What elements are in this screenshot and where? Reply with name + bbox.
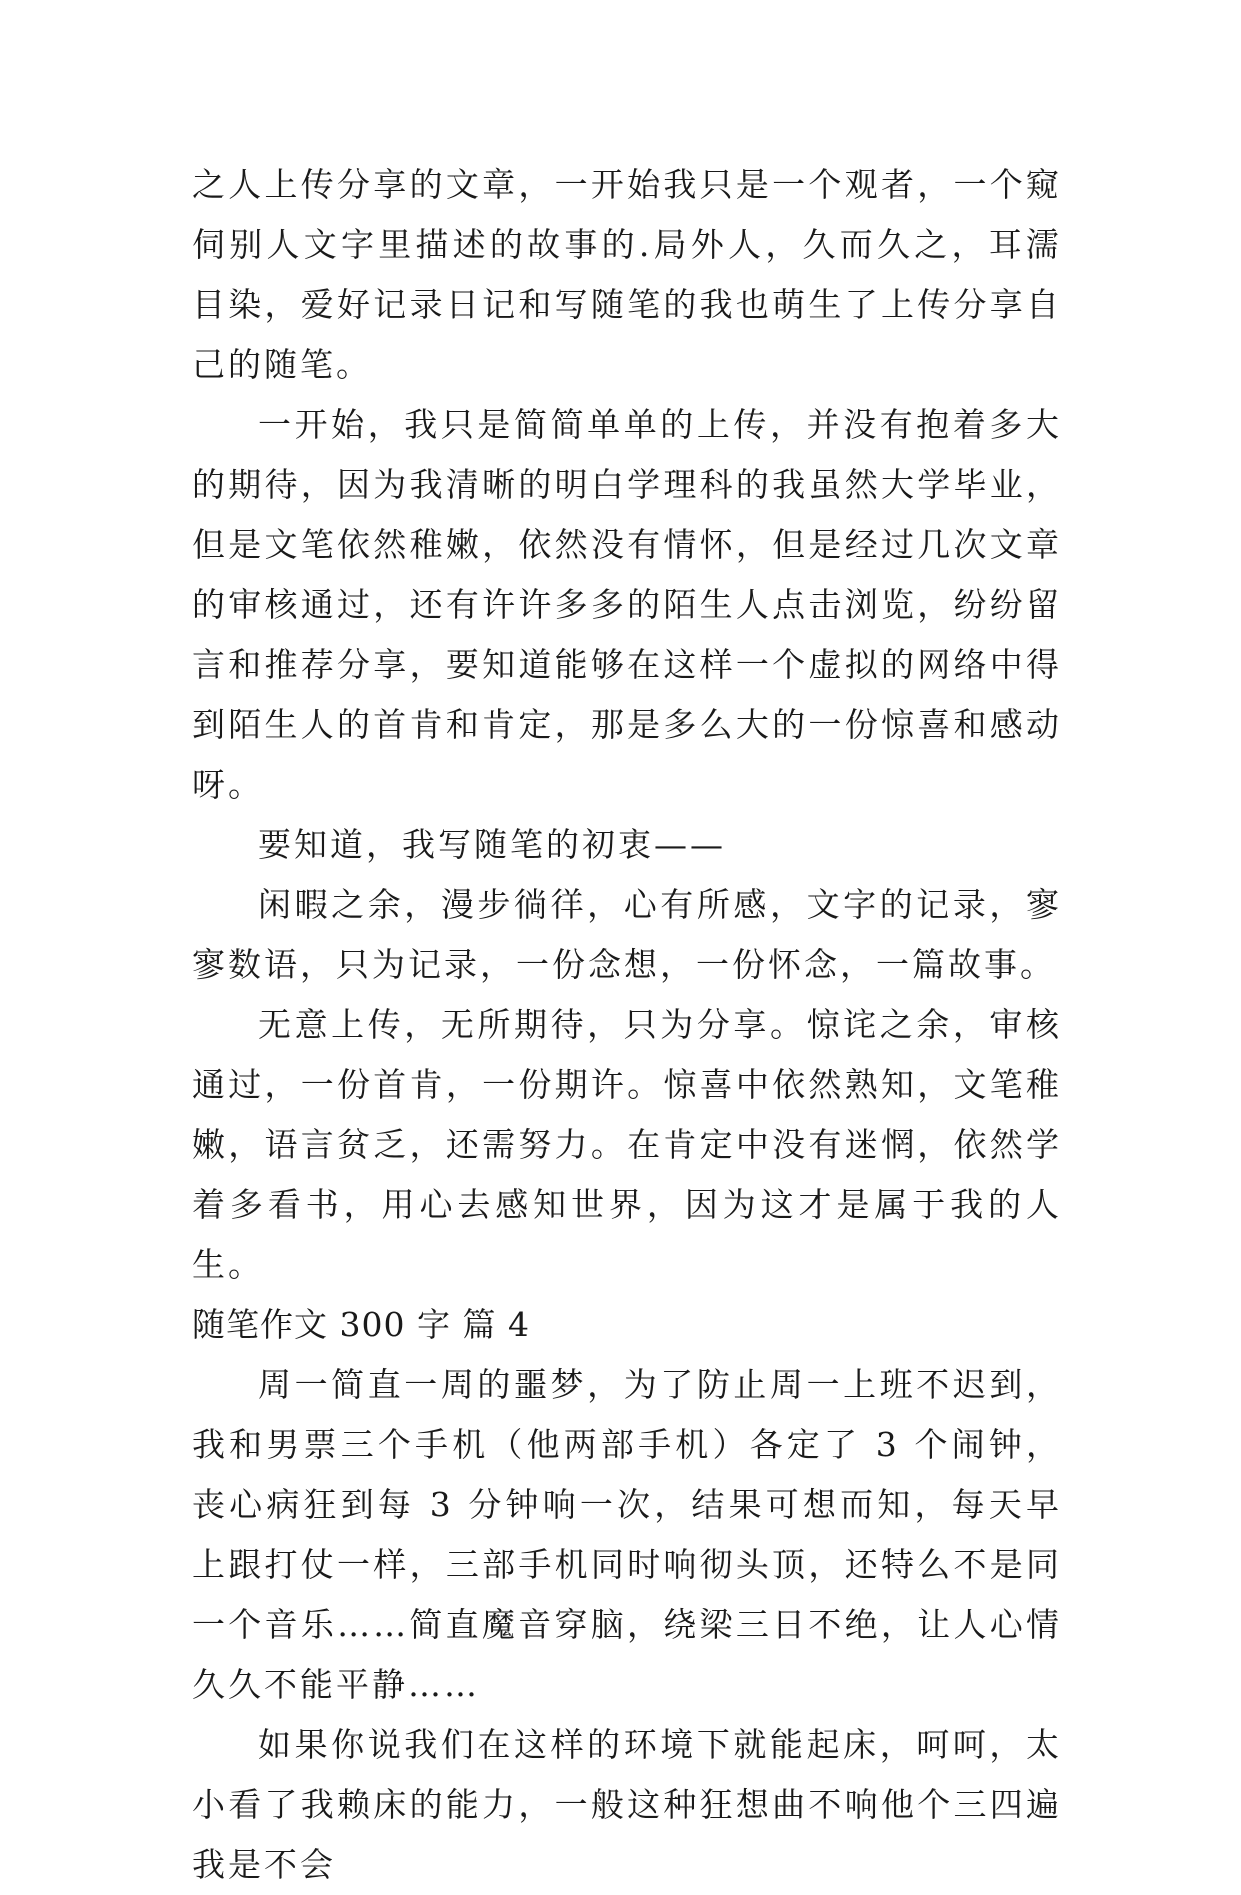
paragraph: 无意上传，无所期待，只为分享。惊诧之余，审核通过，一份首肯，一份期许。惊喜中依然熟知，文笔稚嫩，语言贫乏，还需努力。在肯定中没有迷惘，依然学着多看书，用心去感知世界，因为这才是属于我的人生。 xyxy=(192,1005,1062,1284)
document-body xyxy=(192,155,1062,1895)
paragraph-continuation: 之人上传分享的文章，一开始我只是一个观者，一个窥伺别人文字里描述的故事的.局外人，久而久之，耳濡目染，爱好记录日记和写随笔的我也萌生了上传分享自己的随笔。 xyxy=(192,165,1062,384)
paragraph: 闲暇之余，漫步徜徉，心有所感，文字的记录，寥寥数语，只为记录，一份念想，一份怀念，一篇故事。 xyxy=(192,885,1062,984)
section-heading: 随笔作文 300 字 篇 4 xyxy=(192,1305,530,1344)
paragraph: 如果你说我们在这样的环境下就能起床，呵呵，太小看了我赖床的能力，一般这种狂想曲不响他个三四遍我是不会 xyxy=(192,1725,1062,1884)
paragraph: 要知道，我写随笔的初衷—— xyxy=(258,825,726,864)
paragraph: 周一简直一周的噩梦，为了防止周一上班不迟到，我和男票三个手机（他两部手机）各定了 3 个闹钟，丧心病狂到每 3 分钟响一次，结果可想而知，每天早上跟打仗一样，三部手机同时响彻头顶，还特么不是同一个音乐……简直魔音穿脑，绕梁三日不绝，让人心情久久不能平静…… xyxy=(192,1365,1062,1704)
paragraph: 一开始，我只是简简单单的上传，并没有抱着多大的期待，因为我清晰的明白学理科的我虽然大学毕业，但是文笔依然稚嫩，依然没有情怀，但是经过几次文章的审核通过，还有许许多多的陌生人点击浏览，纷纷留言和推荐分享，要知道能够在这样一个虚拟的网络中得到陌生人的首肯和肯定，那是多么大的一份惊喜和感动呀。 xyxy=(192,405,1062,804)
